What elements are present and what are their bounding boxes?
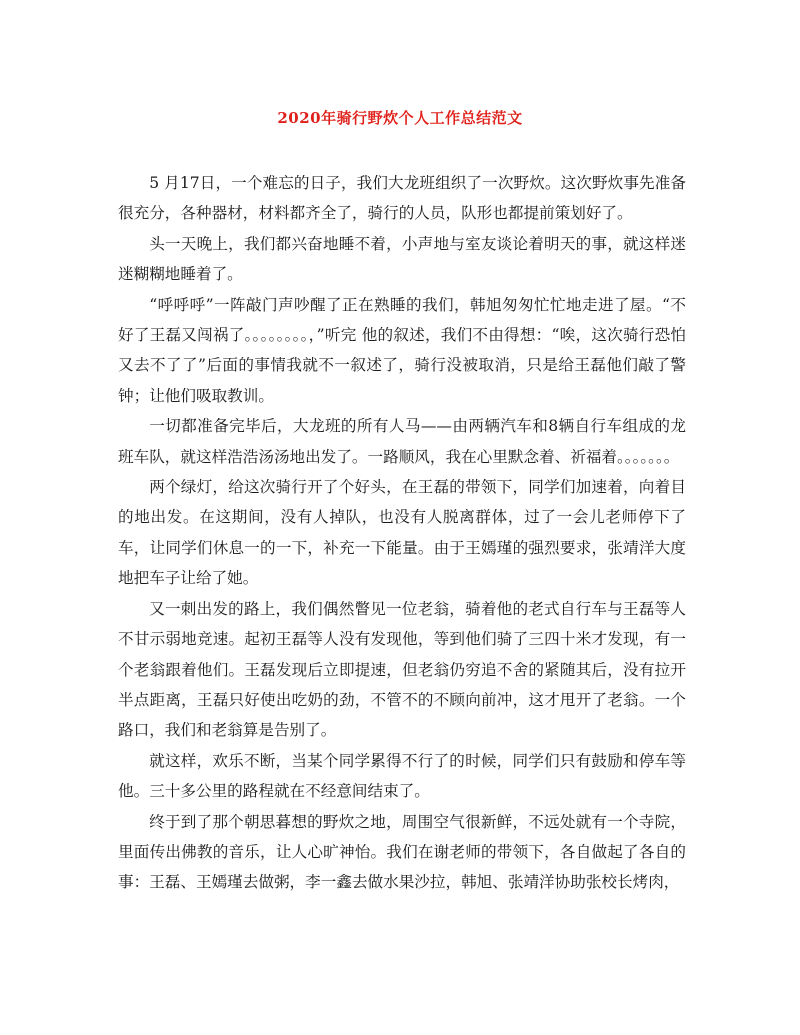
paragraph-2: 头一天晚上，我们都兴奋地睡不着，小声地与室友谈论着明天的事，就这样迷迷糊糊地睡着了。 (118, 234, 686, 284)
paragraph-5: 两个绿灯，给这次骑行开了个好头，在王磊的带领下，同学们加速着，向着目的地出发。在这期间，没有人掉队，也没有人脱离群体，过了一会儿老师停下了车，让同学们休息一的一下，补充一下能量。由于王嫣瑾的强烈要求，张靖洋大度地把车子让给了她。 (118, 478, 686, 588)
document-title: 2020年骑行野炊个人工作总结范文 (277, 109, 523, 127)
paragraph-4: 一切都准备完毕后，大龙班的所有人马——由两辆汽车和8辆自行车组成的龙班车队，就这样浩浩汤汤地出发了。一路顺风，我在心里默念着、祈福着。。。。。。。 (118, 417, 686, 466)
document-body (118, 168, 686, 898)
paragraph-1: 5 月17日，一个难忘的日子，我们大龙班组织了一次野炊。这次野炊事先准备很充分，各种器材，材料都齐全了，骑行的人员，队形也都提前策划好了。 (118, 174, 686, 223)
paragraph-8: 终于到了那个朝思暮想的野炊之地，周围空气很新鲜，不远处就有一个寺院，里面传出佛教的音乐，让人心旷神怡。我们在谢老师的带领下，各自做起了各自的事：王磊、王嫣瑾去做粥，李一鑫去做水果沙拉，韩旭、张靖洋协助张校长烤肉， (118, 812, 686, 892)
paragraph-3: “呼呼呼”一阵敲门声吵醒了正在熟睡的我们，韩旭匆匆忙忙地走进了屋。“不好了王磊又闯祸了。。。。。。。。，”听完 他的叙述，我们不由得想：“唉，这次骑行恐怕又去不了了”后面的事情我就不一叙述了，骑行没被取消，只是给王磊他们敲了警钟；让他们吸取教训。 (118, 295, 686, 405)
paragraph-7: 就这样，欢乐不断，当某个同学累得不行了的时候，同学们只有鼓励和停车等他。三十多公里的路程就在不经意间结束了。 (118, 751, 686, 801)
paragraph-6: 又一刺出发的路上，我们偶然瞥见一位老翁，骑着他的老式自行车与王磊等人不甘示弱地竞速。起初王磊等人没有发现他，等到他们骑了三四十米才发现，有一个老翁跟着他们。王磊发现后立即提速，但老翁仍穷追不舍的紧随其后，没有拉开半点距离，王磊只好使出吃奶的劲，不管不的不顾向前冲，这才甩开了老翁。一个路口，我们和老翁算是告别了。 (118, 599, 686, 740)
